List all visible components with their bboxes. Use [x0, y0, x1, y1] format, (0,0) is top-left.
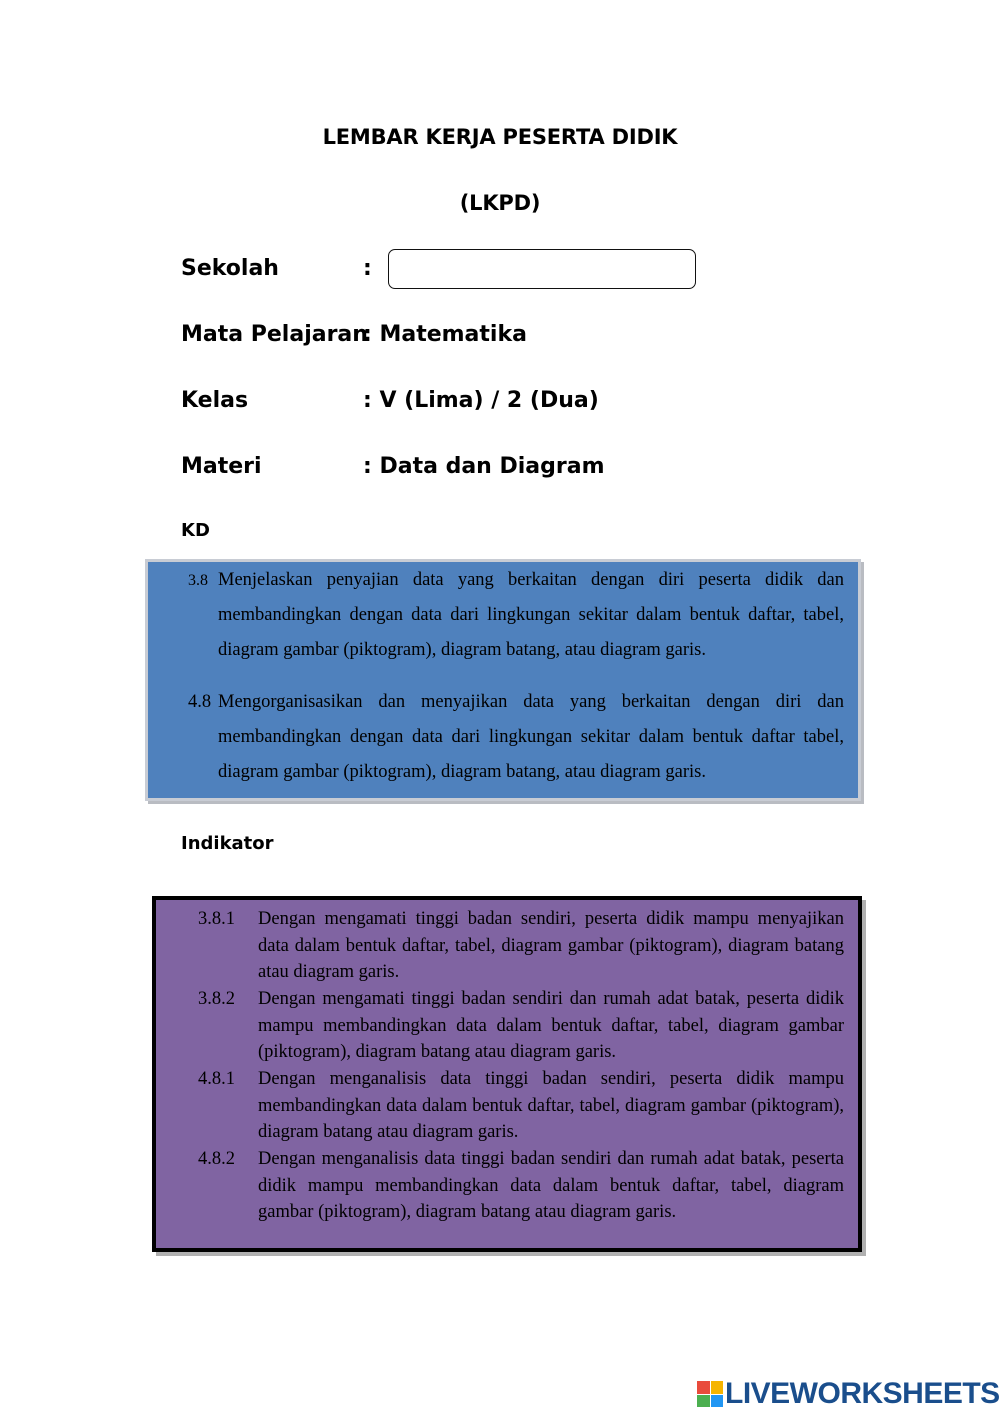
page-title: LEMBAR KERJA PESERTA DIDIK	[322, 125, 678, 149]
indikator-item	[198, 1066, 844, 1146]
liveworksheets-logo-icon	[697, 1381, 723, 1407]
indikator-item-text: Dengan menganalisis data tinggi badan sendiri, peserta didik mampu membandingkan data dalam bentuk daftar, tabel, diagram gambar (piktogram), diagram batang atau diagram garis.	[258, 1069, 844, 1143]
indikator-item-text: Dengan mengamati tinggi badan sendiri, peserta didik mampu menyajikan data dalam bentuk daftar, tabel, diagram gambar (piktogram), diagram batang atau diagram garis.	[258, 909, 844, 983]
kd-item	[188, 685, 844, 790]
liveworksheets-brand[interactable]	[697, 1378, 1000, 1410]
kd-item-text: Mengorganisasikan dan menyajikan data yang berkaitan dengan diri dan membandingkan dengan data dari lingkungan sekitar dalam bentuk daftar tabel, diagram gambar (piktogram), diagram batang, atau diagram garis.	[218, 692, 844, 782]
indikator-item-number: 3.8.2	[198, 989, 235, 1009]
kd-item	[188, 563, 844, 668]
kelas-value: : V (Lima) / 2 (Dua)	[363, 388, 599, 413]
mata-pelajaran-value: : Matematika	[363, 322, 527, 347]
indikator-box	[152, 896, 862, 1252]
kd-box	[145, 559, 861, 801]
kd-item-number: 3.8	[188, 572, 208, 589]
page-subtitle: (LKPD)	[459, 191, 541, 215]
indikator-item-number: 4.8.2	[198, 1149, 235, 1169]
indikator-heading: Indikator	[181, 833, 274, 854]
sekolah-label: Sekolah	[181, 256, 279, 281]
sekolah-colon: :	[363, 256, 372, 281]
mata-pelajaran-label: Mata Pelajaran	[181, 322, 368, 347]
kelas-label: Kelas	[181, 388, 249, 413]
indikator-item-number: 4.8.1	[198, 1069, 235, 1089]
kd-item-text: Menjelaskan penyajian data yang berkaitan dengan diri peserta didik dan membandingkan dengan data dari lingkungan sekitar dalam bentuk daftar, tabel, diagram gambar (piktogram), diagram batang, atau diagram garis.	[218, 570, 844, 660]
indikator-item-text: Dengan mengamati tinggi badan sendiri dan rumah adat batak, peserta didik mampu membandingkan data dalam bentuk daftar, tabel, diagram gambar (piktogram), diagram batang atau diagram garis.	[258, 989, 844, 1063]
kd-heading: KD	[181, 520, 210, 541]
kd-item-number: 4.8	[188, 692, 212, 712]
sekolah-input[interactable]	[388, 249, 696, 289]
indikator-item-text: Dengan menganalisis data tinggi badan sendiri dan rumah adat batak, peserta didik mampu membandingkan data dalam bentuk daftar, tabel, diagram gambar (piktogram), diagram batang atau diagram garis.	[258, 1149, 844, 1223]
liveworksheets-text: LIVEWORKSHEETS	[725, 1377, 1000, 1410]
materi-label: Materi	[181, 454, 262, 479]
indikator-item	[198, 906, 844, 986]
materi-value: : Data dan Diagram	[363, 454, 605, 479]
indikator-item	[198, 1146, 844, 1226]
indikator-item	[198, 986, 844, 1066]
indikator-item-number: 3.8.1	[198, 909, 235, 929]
